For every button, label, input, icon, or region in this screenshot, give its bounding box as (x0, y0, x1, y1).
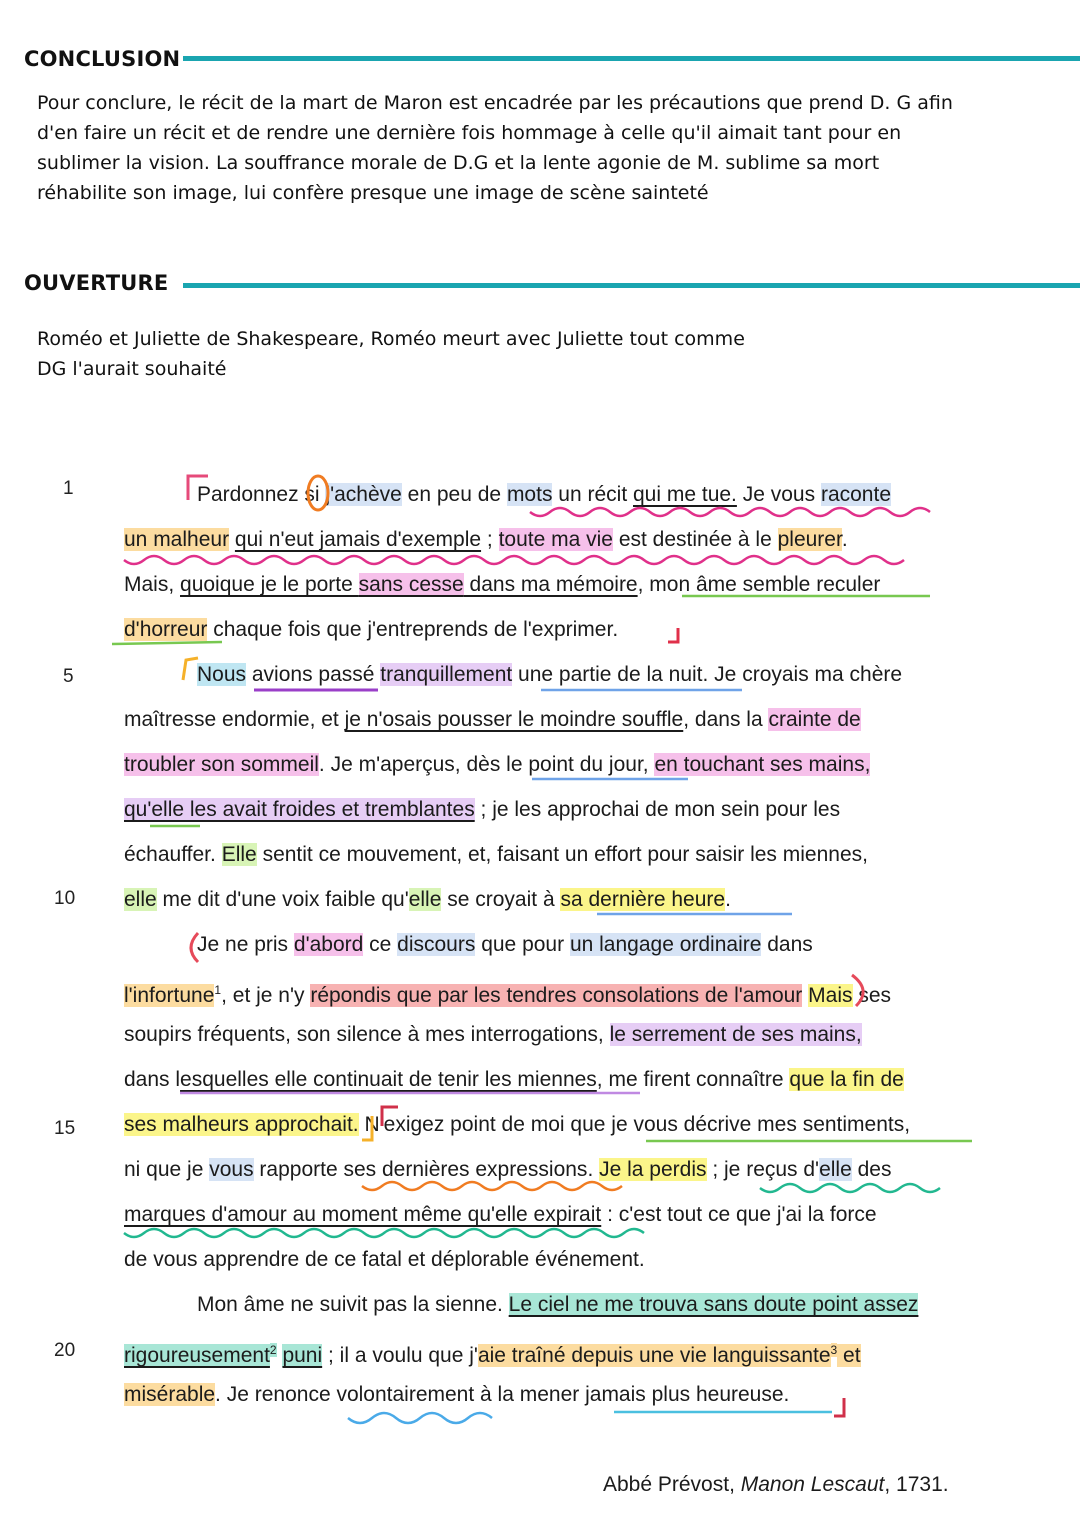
text-line-15: ses malheurs approchait. N'exigez point de moi que je vous décrive mes sentiments, (124, 1113, 911, 1136)
conclusion-heading: CONCLUSION (24, 47, 181, 71)
text-line-3: Mais, quoique je le porte sans cesse dans ma mémoire, mon âme semble reculer (124, 573, 881, 596)
text-line-5: Nous avions passé tranquillement une partie de la nuit. Je croyais ma chère (197, 663, 903, 686)
text-line-6: maîtresse endormie, et je n'osais pousser le moindre souffle, dans la crainte de (124, 708, 861, 731)
wavy-underline (124, 556, 904, 564)
conclusion-paragraph (37, 88, 1047, 208)
ouverture-heading: OUVERTURE (24, 271, 169, 295)
text-line-13: soupirs fréquents, son silence à mes interrogations, le serrement de ses mains, (124, 1023, 862, 1046)
bracket-mark (834, 1398, 844, 1416)
text-line-10: elle me dit d'une voix faible qu'elle se croyait à sa dernière heure. (124, 888, 731, 911)
text-line-19: Mon âme ne suivit pas la sienne. Le ciel ne me trouva sans doute point assez (197, 1293, 919, 1316)
conclusion-line: réhabilite son image, lui confère presque une image de scène sainteté (37, 182, 709, 204)
wavy-underline (348, 1413, 492, 1423)
ouverture-line: Roméo et Juliette de Shakespeare, Roméo meurt avec Juliette tout comme (37, 328, 745, 350)
text-line-4: d'horreur chaque fois que j'entreprends de l'exprimer. (124, 618, 619, 641)
conclusion-line: Pour conclure, le récit de la mart de Maron est encadrée par les précautions que prend D. G afin (37, 92, 953, 114)
text-line-12: l'infortune$^1$, et je n'y répondis que par les tendres consolations de l'amour Mais ses (124, 983, 892, 1007)
ouverture-line: DG l'aurait souhaité (37, 358, 227, 380)
conclusion-line: sublimer la vision. La souffrance morale de D.G et la lente agonie de M. sublime sa mort (37, 152, 880, 174)
text-line-20: rigoureusement$^2$ puni ; il a voulu que j'aie traîné depuis une vie languissante$^3$ et (124, 1343, 861, 1367)
ouverture-rule (183, 283, 1080, 288)
text-line-16: ni que je vous rapporte ses dernières expressions. Je la perdis ; je reçus d'elle des (124, 1158, 892, 1181)
conclusion-line: d'en faire un récit et de rendre une dernière fois hommage à celle qu'il aimait tant pour en (37, 122, 902, 144)
text-line-11: Je ne pris d'abord ce discours que pour un langage ordinaire dans (197, 933, 813, 956)
text-line-2: un malheur qui n'eut jamais d'exemple ; toute ma vie est destinée à le pleurer. (124, 528, 848, 551)
wavy-underline (124, 1229, 644, 1237)
line-number: 10 (54, 888, 76, 909)
line-number: 1 (63, 478, 74, 499)
bracket-mark (668, 628, 678, 642)
conclusion-rule (183, 56, 1080, 61)
source-citation: Abbé Prévost, Manon Lescaut, 1731. (603, 1473, 949, 1496)
wavy-underline (760, 1184, 940, 1192)
ouverture-paragraph (37, 324, 1047, 384)
text-line-7: troubler son sommeil. Je m'aperçus, dès le point du jour, en touchant ses mains, (124, 753, 871, 776)
text-line-18: de vous apprendre de ce fatal et déplorable événement. (124, 1248, 645, 1271)
text-line-8: qu'elle les avait froides et tremblantes ; je les approchai de mon sein pour les (124, 798, 841, 821)
line-number: 5 (63, 666, 74, 687)
text-line-21: misérable. Je renonce volontairement à la mener jamais plus heureuse. (124, 1383, 790, 1406)
line-number: 20 (54, 1340, 76, 1361)
text-line-14: dans lesquelles elle continuait de tenir les miennes, me firent connaître que la fin de (124, 1068, 904, 1091)
text-line-1: Pardonnez si j'achève en peu de mots un récit qui me tue. Je vous raconte (197, 483, 891, 506)
text-line-17: marques d'amour au moment même qu'elle expirait : c'est tout ce que j'ai la force (124, 1203, 877, 1226)
line-number: 15 (54, 1118, 76, 1139)
text-line-9: échauffer. Elle sentit ce mouvement, et, faisant un effort pour saisir les miennes, (124, 843, 868, 866)
bracket-mark (183, 658, 198, 680)
